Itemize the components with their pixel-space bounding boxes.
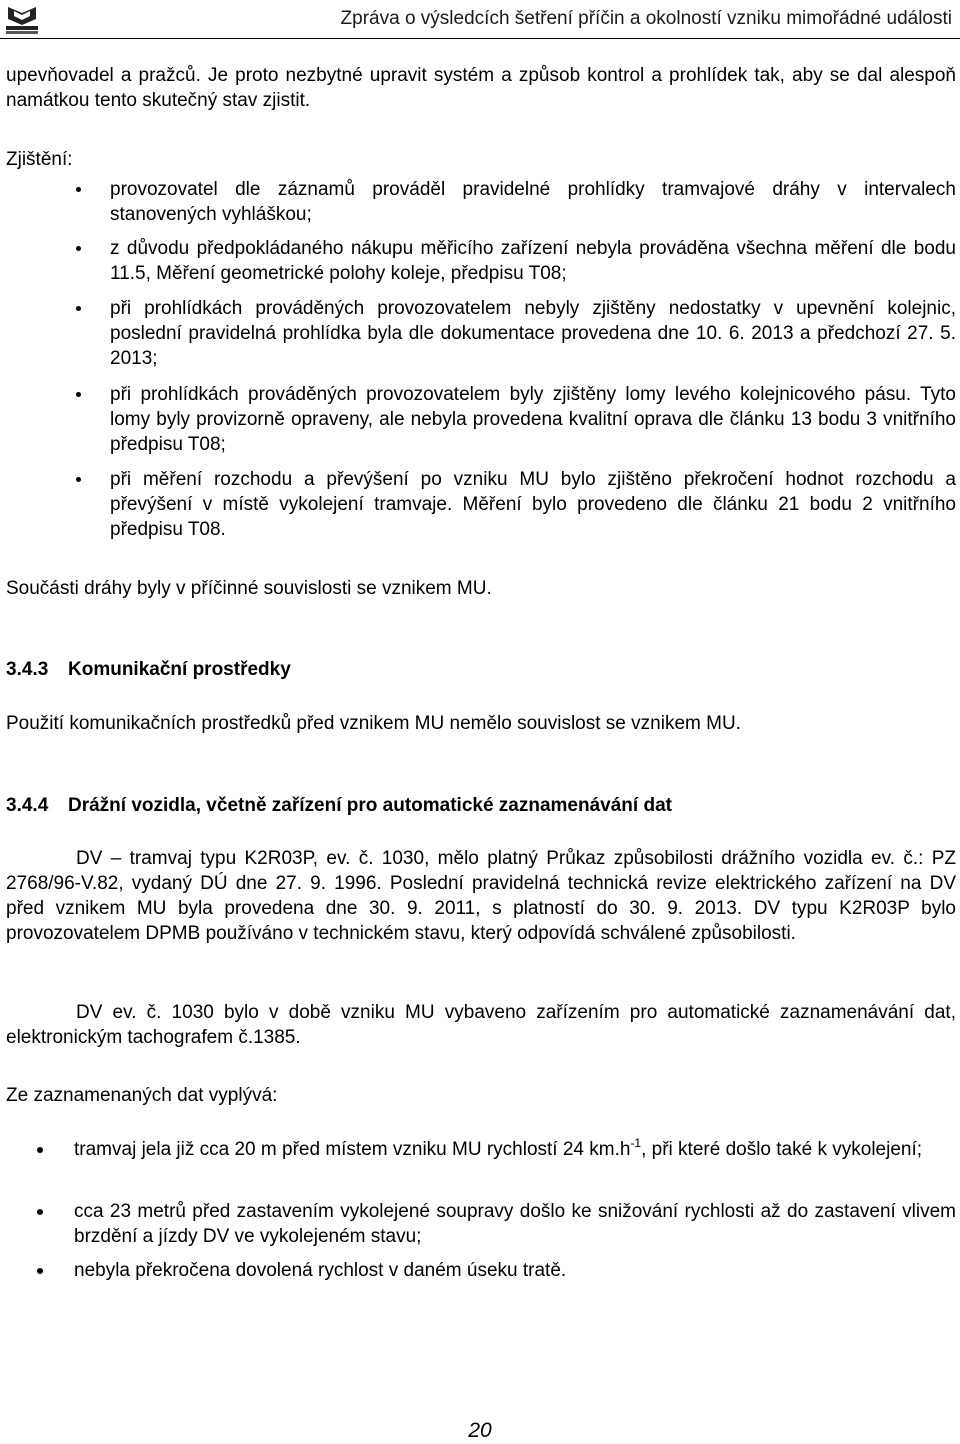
recorder-paragraph: DV ev. č. 1030 bylo v době vzniku MU vybaveno zařízením pro automatické zaznamenávání dat, elektronickým tachografem č.1385. [6,1002,956,1048]
data-item: nebyla překročena dovolená rychlost v daném úseku tratě. [74,1260,567,1281]
drazni-inspekce-logo [2,3,42,36]
finding-item: při prohlídkách prováděných provozovatelem byly zjištěny lomy levého kolejnicového pásu. Tyto lomy byly provizorně opraveny, ale nebyla provedena kvalitní oprava dle článku 13 bodu 3 vnitřního předpisu T08; [110,384,956,455]
section-number: 3.4.4 [6,795,49,816]
vehicle-paragraph: DV – tramvaj typu K2R03P, ev. č. 1030, mělo platný Průkaz způsobilosti drážního vozidla ev. č.: PZ 2768/96-V.82, vydaný DÚ dne 27. 9. 1996. Poslední pravidelná technická revize elektrického zařízení na DV před vznikem MU byla provedena dne 30. 9. 2011, s platností do 30. 9. 2013. DV typu K2R03P bylo provozovatelem DPMB používáno v technickém stavu, který odpovídá schválené způsobilosti. [6,848,956,944]
bullet-icon [37,1147,43,1153]
section-title: Komunikační prostředky [68,659,291,680]
header-title: Zpráva o výsledcích šetření příčin a okolností vzniku mimořádné události [340,8,952,29]
bullet-icon [76,477,81,482]
page-number: 20 [468,1419,492,1442]
bullet-icon [76,187,81,192]
bullet-icon [37,1209,43,1215]
data-item [74,1137,956,1162]
section-343-text: Použití komunikačních prostředků před vznikem MU nemělo souvislost se vznikem MU. [6,713,741,734]
bullet-icon [76,306,81,311]
section-344-heading [6,793,672,818]
page-header [0,0,960,39]
bullet-icon [37,1268,43,1274]
bullet-icon [76,246,81,251]
finding-item: provozovatel dle záznamů prováděl pravidelné prohlídky tramvajové dráhy v intervalech stanovených vyhláškou; [110,179,956,225]
section-number: 3.4.3 [6,659,49,680]
intro-paragraph: upevňovadel a pražců. Je proto nezbytné upravit systém a způsob kontrol a prohlídek tak, aby se dal alespoň namátkou tento skutečný stav zjistit. [6,65,956,111]
recorded-data-label: Ze zaznamenaných dat vyplývá: [6,1085,278,1106]
bullet-icon [76,392,81,397]
findings-label: Zjištění: [6,149,73,170]
data-item-text: , při které došlo také k vykolejení; [641,1139,923,1160]
finding-item: z důvodu předpokládaného nákupu měřicího zařízení nebyla prováděna všechna měření dle bodu 11.5, Měření geometrické polohy koleje, předpisu T08; [110,238,956,284]
track-conclusion: Součásti dráhy byly v příčinné souvislosti se vznikem MU. [6,578,492,599]
finding-item: při měření rozchodu a převýšení po vzniku MU bylo zjištěno překročení hodnot rozchodu a převýšení v místě vykolejení tramvaje. Měření bylo provedeno dle článku 21 bodu 2 vnitřního předpisu T08. [110,469,956,540]
section-title: Drážní vozidla, včetně zařízení pro automatické zaznamenávání dat [68,795,672,816]
data-item-text: tramvaj jela již cca 20 m před místem vzniku MU rychlostí 24 km.h [74,1139,631,1160]
data-item: cca 23 metrů před zastavením vykolejené soupravy došlo ke snižování rychlosti až do zastavení vlivem brzdění a jízdy DV ve vykolejeném stavu; [74,1201,956,1247]
finding-item: při prohlídkách prováděných provozovatelem nebyly zjištěny nedostatky v upevnění kolejnic, poslední pravidelná prohlídka byla dle dokumentace provedena dne 10. 6. 2013 a předchozí 27. 5. 2013; [110,298,956,369]
section-343-heading [6,657,291,682]
superscript-exponent: -1 [630,1135,642,1150]
